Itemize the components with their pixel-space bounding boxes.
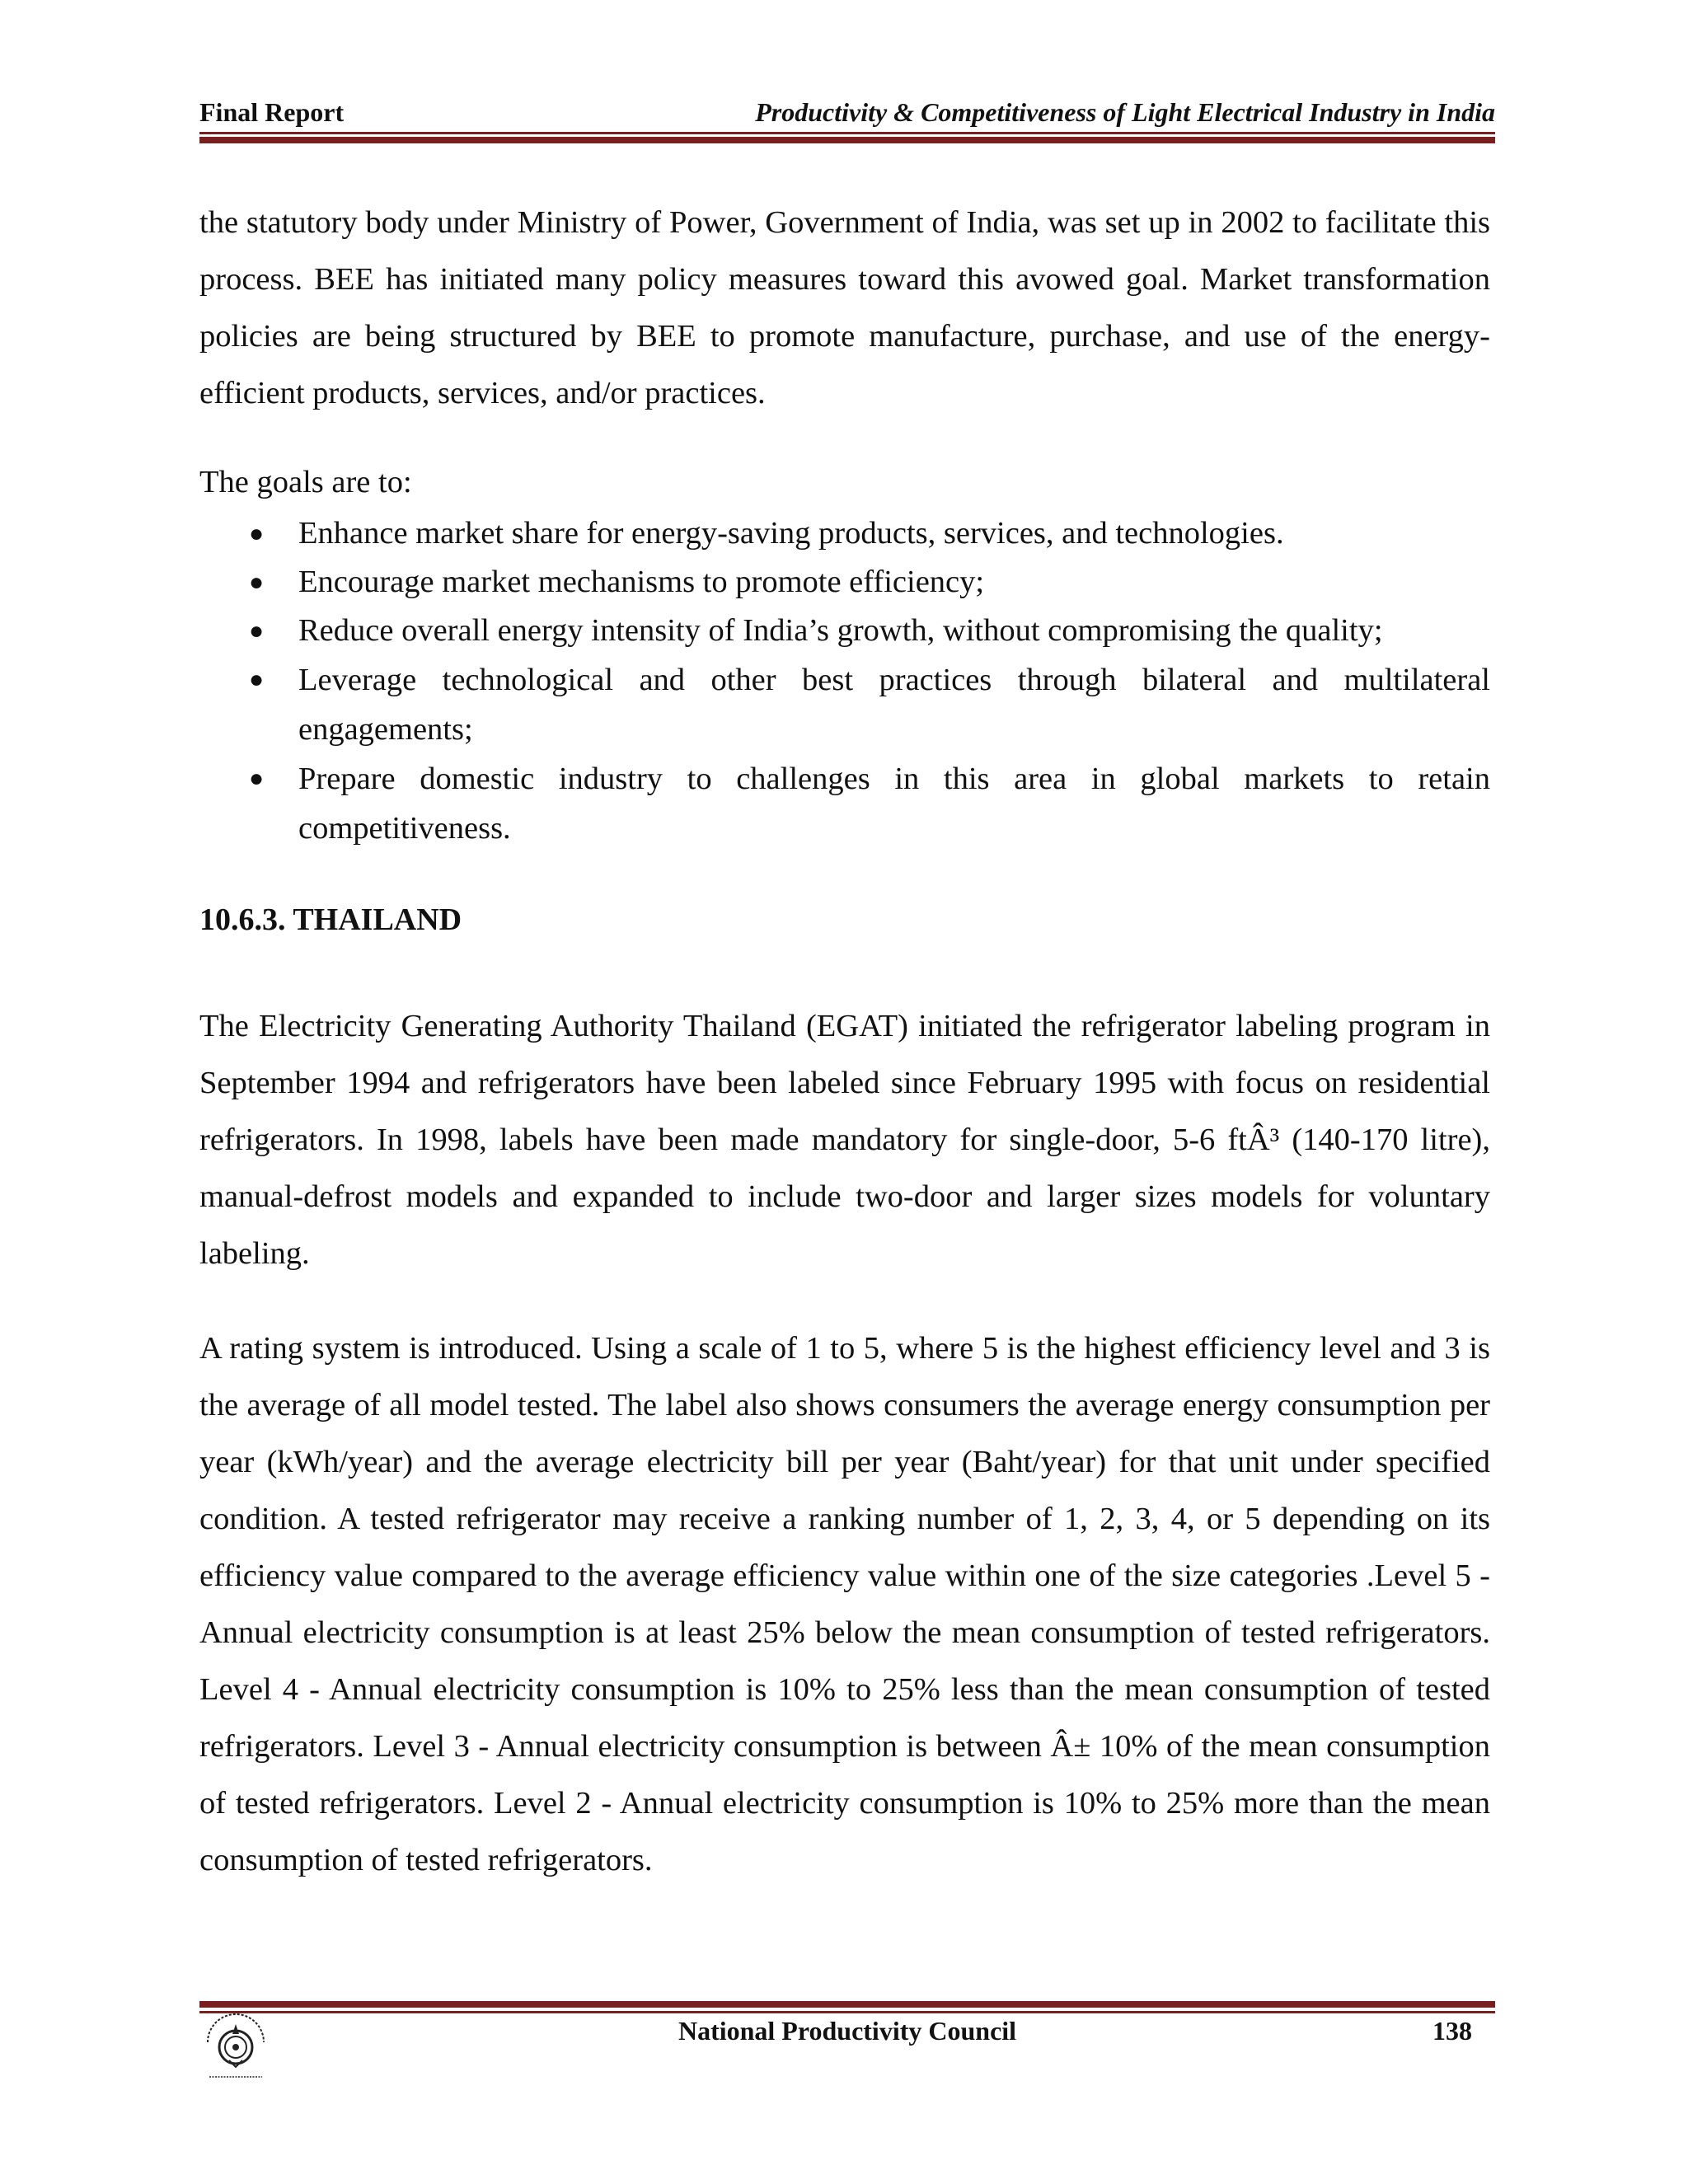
goal-item: ● Enhance market share for energy-saving products, services, and technologies. [199,509,1490,558]
page-body [199,194,1490,1889]
goal-item: ● Encourage market mechanisms to promote efficiency; [199,558,1490,607]
bullet-icon: ● [249,617,265,644]
header-report-title: Final Report [199,97,345,127]
footer-organization: National Productivity Council [678,2016,1017,2046]
header-rule-thick [199,137,1495,143]
bullet-icon: ● [249,520,265,547]
bullet-icon: ● [249,569,265,596]
intro-paragraph: the statutory body under Ministry of Power, Government of India, was set up in 2002 to facilitate this process. BEE has initiated many policy measures toward this avowed goal. Market transformation policies are being structured by BEE to promote manufacture, purchase, and use of the energy-efficient products, services, and/or practices. [199,205,1490,410]
goal-item: ● Leverage technological and other best practices through bilateral and multilateral engagements; [199,655,1490,754]
rating-paragraph: A rating system is introduced. Using a scale of 1 to 5, where 5 is the highest efficiency level and 3 is the average of all model tested. The label also shows consumers the average energy consumption per year (kWh/year) and the average electricity bill per year (Baht/year) for that unit under specified condition. A tested refrigerator may receive a ranking number of 1, 2, 3, 4, or 5 depending on its efficiency value compared to the average efficiency value within one of the size categories .Level 5 - Annual electricity consumption is at least 25% below the mean consumption of tested refrigerators. Level 4 - Annual electricity consumption is 10% to 25% less than the mean consumption of tested refrigerators. Level 3 - Annual electricity consumption is between Â± 10% of the mean consumption of tested refrigerators. Level 2 - Annual electricity consumption is 10% to 25% more than the mean consumption of tested refrigerators. [199,1331,1490,1877]
page-number: 138 [1432,2016,1472,2046]
section-heading: 10.6.3. THAILAND [199,902,462,937]
footer-rule-thin [199,2011,1495,2013]
goals-intro: The goals are to: [199,465,412,499]
header-document-title: Productivity & Competitiveness of Light Electrical Industry in India [755,97,1495,127]
goal-item: ● Reduce overall energy intensity of India’s growth, without compromising the quality; [199,607,1490,655]
goals-list [199,509,1490,853]
thailand-paragraph: The Electricity Generating Authority Thailand (EGAT) initiated the refrigerator labeling program in September 1994 and refrigerators have been labeled since February 1995 with focus on residential refrigerators. In 1998, labels have been made mandatory for single-door, 5-6 ftÂ³ (140-170 litre), manual-defrost models and expanded to include two-door and larger sizes models for voluntary labeling. [199,1009,1490,1271]
header-rule-thin [199,132,1495,134]
page-header [199,97,1495,128]
goal-item: ● Prepare domestic industry to challenges in this area in global markets to retain competitiveness. [199,754,1490,853]
bullet-icon: ● [249,666,265,693]
footer-rule-thick [199,2001,1495,2008]
bullet-icon: ● [249,765,265,792]
